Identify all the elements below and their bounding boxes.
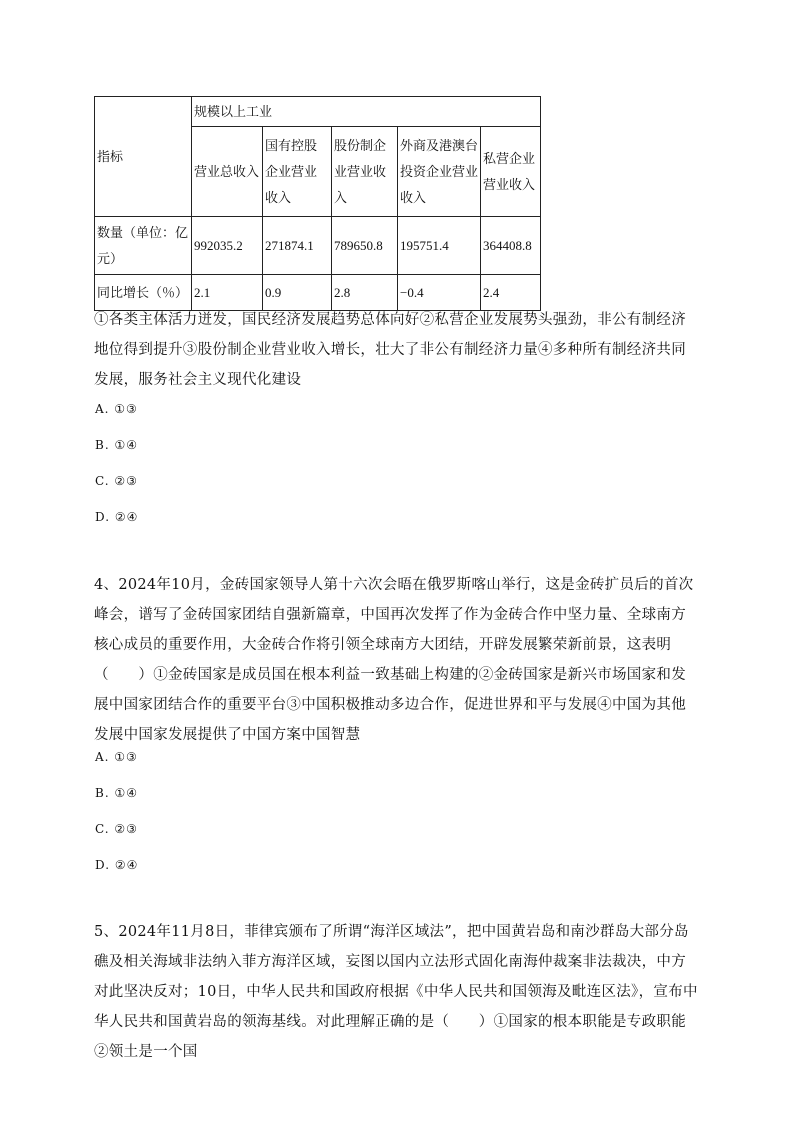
table-cell: 992035.2	[192, 217, 263, 275]
q3-option-b: B. ①④	[95, 438, 138, 452]
table-row	[95, 217, 541, 275]
table-cell: 0.9	[263, 275, 332, 311]
table-cell: 789650.8	[332, 217, 398, 275]
q4-option-d: D. ②④	[95, 858, 139, 872]
table-cell: 271874.1	[263, 217, 332, 275]
q3-statements: ①各类主体活力迸发，国民经济发展趋势总体向好②私营企业发展势头强劲，非公有制经济地位得到提升③股份制企业营业收入增长，壮大了非公有制经济力量④多种所有制经济共同发展，服务社会主义现代化建设	[94, 312, 686, 388]
table-cell: 2.8	[332, 275, 398, 311]
q3-option-c: C. ②③	[95, 474, 138, 488]
table-cell: 2.4	[481, 275, 541, 311]
statistics-table	[94, 96, 541, 311]
q4-option-b: B. ①④	[95, 786, 138, 800]
q3-option-a: A. ①③	[95, 402, 138, 416]
row-label: 数量（单位：亿元）	[95, 217, 192, 275]
q4-option-a: A. ①③	[95, 750, 138, 764]
q4-option-c: C. ②③	[95, 822, 138, 836]
column-header: 股份制企业营业收入	[332, 127, 398, 217]
row-label: 同比增长（％）	[95, 275, 192, 311]
table-cell: −0.4	[398, 275, 481, 311]
q5-stem: 5、2024年11月8日，菲律宾颁布了所谓“海洋区域法”，把中国黄岩岛和南沙群岛大部分岛礁及相关海域非法纳入菲方海洋区域，妄图以国内立法形式固化南海仲裁案非法裁决，中方对此坚决反对；10日，中华人民共和国政府根据《中华人民共和国领海及毗连区法》，宣布中华人民共和国黄岩岛的领海基线。对此理解正确的是（ ）①国家的根本职能是专政职能②领土是一个国	[94, 924, 698, 1060]
column-header: 私营企业营业收入	[481, 127, 541, 217]
header-indicator: 指标	[95, 97, 192, 217]
q4-stem: 4、2024年10月，金砖国家领导人第十六次会晤在俄罗斯喀山举行，这是金砖扩员后的首次峰会，谱写了金砖国家团结自强新篇章，中国再次发挥了作为金砖合作中坚力量、全球南方核心成员的重要作用，大金砖合作将引领全球南方大团结，开辟发展繁荣新前景，这表明（ ）①金砖国家是成员国在根本利益一致基础上构建的②金砖国家是新兴市场国家和发展中国家团结合作的重要平台③中国积极推动多边合作，促进世界和平与发展④中国为其他发展中国家发展提供了中国方案中国智慧	[94, 577, 694, 743]
table-cell: 2.1	[192, 275, 263, 311]
column-header: 营业总收入	[192, 127, 263, 217]
q3-option-d: D. ②④	[95, 510, 139, 524]
header-group: 规模以上工业	[192, 97, 541, 127]
table-cell: 195751.4	[398, 217, 481, 275]
column-header: 国有控股企业营业收入	[263, 127, 332, 217]
table-cell: 364408.8	[481, 217, 541, 275]
column-header: 外商及港澳台投资企业营业收入	[398, 127, 481, 217]
